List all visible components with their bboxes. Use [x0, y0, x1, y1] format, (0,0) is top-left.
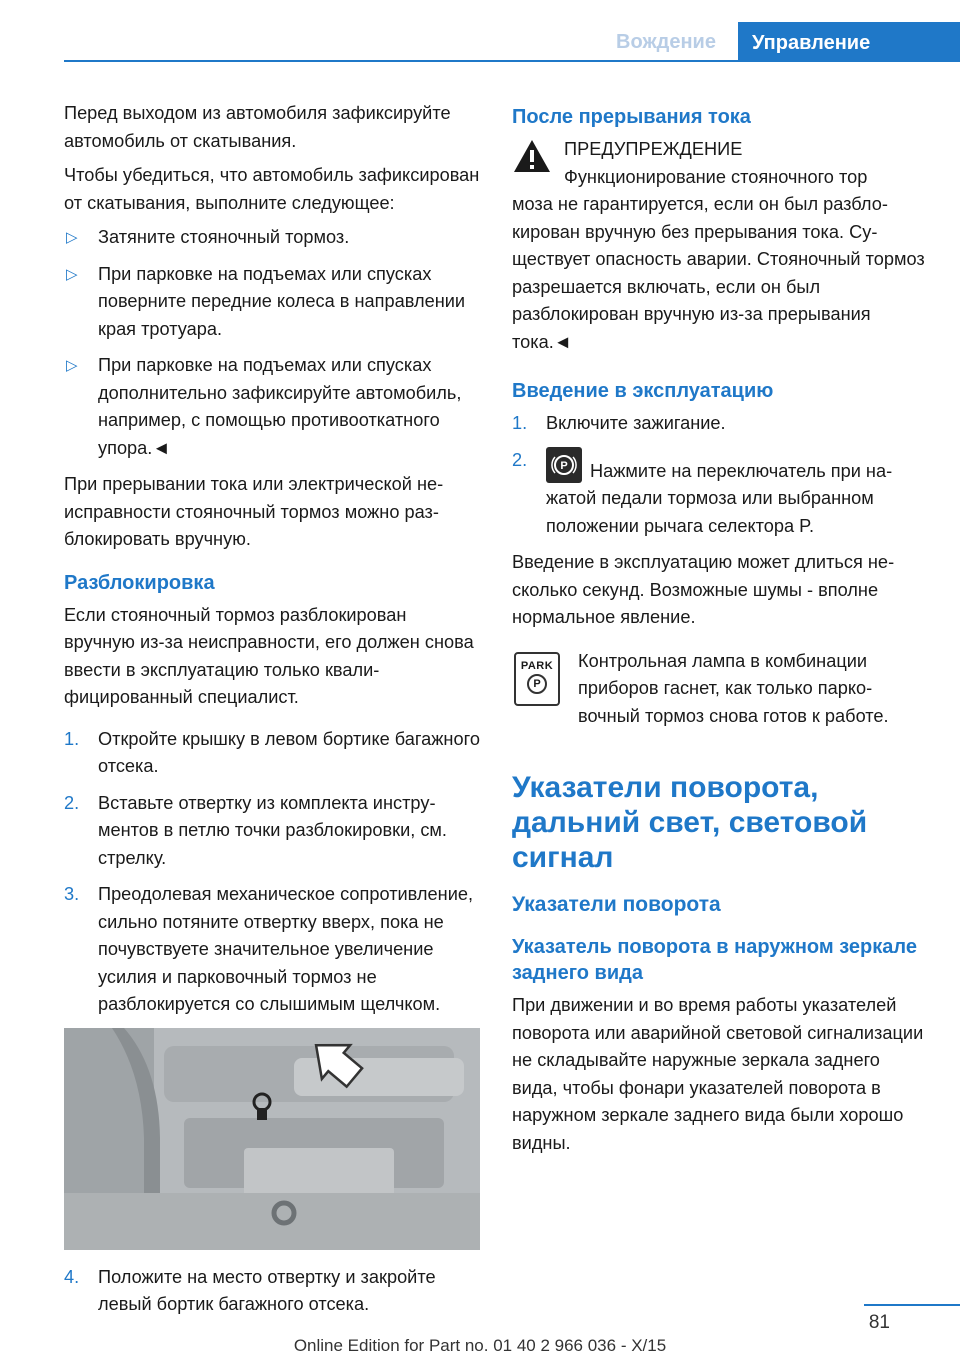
tab-controls[interactable]: Управление	[738, 22, 960, 62]
list-item-text: Затяните стояночный тормоз.	[98, 227, 350, 247]
warning-triangle-icon	[512, 138, 552, 174]
step-item	[64, 881, 480, 1019]
paragraph: При движении и во время работы указателей поворота или аварийной световой сигнализации не складывайте наружные зеркала заднего вида, чтобы фонари указателей поворота в наружном зеркале заднего вида были хорошо видны.	[512, 995, 924, 1153]
indicator-lamp-block	[512, 648, 928, 731]
step-item	[512, 447, 928, 541]
step-number: 2.	[64, 792, 80, 813]
warning-block	[512, 136, 928, 356]
step-number: 2.	[512, 449, 528, 470]
section-heading-unlock: Разблокировка	[64, 571, 215, 594]
list-item	[64, 224, 480, 252]
paragraph: При прерывании тока или электрической неисправности стояночный тормоз можно разблокировать вручную.	[64, 474, 444, 549]
step-text: Включите зажигание.	[546, 413, 726, 433]
left-column	[64, 100, 480, 1328]
paragraph: Контрольная лампа в комбинации приборов гаснет, как только парковочный тормоз снова готов к работе.	[578, 650, 889, 726]
step-text: Положите на место отвертку и закройте левый бортик багажного отсека.	[98, 1266, 436, 1314]
warning-text: моза не гарантируется, если он был разблокирован вручную без прерывания тока. Существует опасность аварии. Стояночный тормоз разрешается включать, если он был разблокирован вручную из-за прерывания тока.◄	[512, 194, 925, 352]
step-number: 4.	[64, 1266, 80, 1287]
trunk-photo-illustration	[64, 1028, 480, 1250]
triangle-bullet-icon: ▷	[66, 357, 78, 374]
step-number: 3.	[64, 884, 80, 904]
section-heading-startup: Введение в эксплуатацию	[512, 380, 774, 402]
step-text: Преодолевая механическое сопротивление, сильно потяните отвертку вверх, пока не почувствуете значительное увеличение усилия и парковочный тормоз не разблокируется со слышимым щелчком.	[98, 884, 474, 1014]
triangle-bullet-icon: ▷	[66, 229, 78, 246]
parking-brake-switch-icon	[546, 447, 582, 483]
list-item	[64, 352, 480, 462]
header-rule	[64, 60, 960, 62]
park-p-circle: P	[527, 674, 547, 694]
step-item	[64, 726, 480, 781]
parking-brake-p-letter: P	[560, 459, 568, 472]
footer-rule	[864, 1304, 960, 1306]
tab-driving[interactable]: Вождение	[616, 31, 716, 53]
step-item	[512, 410, 928, 438]
footer-edition: Online Edition for Part no. 01 40 2 966 036 - X/15	[293, 1336, 667, 1355]
warning-lead: Функционирование стояночного тор	[564, 166, 868, 187]
step-text-body: Нажмите на переключатель при нажатой педали тормоза или выбранном положении рычага селектора P.	[546, 460, 893, 536]
section-heading-mirror-signal: Указатель поворота в наружном зеркале заднего вида	[512, 936, 917, 984]
step-text: Откройте крышку в левом бортике багажного отсека.	[98, 728, 480, 776]
paragraph: Перед выходом из автомобиля зафиксируйте автомобиль от скатывания.	[64, 103, 451, 151]
page-header	[0, 0, 960, 62]
chapter-heading: Указатели поворота, дальний свет, световой сигнал	[512, 771, 868, 874]
trunk-unlock-photo	[64, 1028, 480, 1250]
list-item	[64, 261, 480, 344]
paragraph: Чтобы убедиться, что автомобиль зафиксирован от скатывания, выполните следующее:	[64, 165, 480, 213]
step-number: 1.	[512, 413, 528, 433]
section-heading-turn-signals: Указатели поворота	[512, 893, 721, 916]
step-number: 1.	[64, 728, 80, 749]
parking-brake-p-icon	[546, 447, 582, 483]
list-item-text: При парковке на подъемах или спусках дополнительно зафиксируйте автомобиль, например, с помощью противооткатного упора.◄	[98, 355, 462, 458]
step-text: Вставьте отвертку из комплекта инструментов в петлю точки разблокировки, см. стрелку.	[98, 792, 447, 868]
warning-title: ПРЕДУПРЕЖДЕНИЕ	[564, 139, 743, 159]
right-column	[512, 100, 928, 1164]
list-item-text: При парковке на подъемах или спусках поверните передние колеса в направлении края тротуара.	[98, 263, 466, 339]
step-text	[546, 447, 928, 541]
park-label: PARK	[520, 659, 554, 672]
park-indicator-icon	[514, 652, 560, 706]
paragraph: Если стояночный тормоз разблокирован вручную из-за неисправности, его должен снова ввести в эксплуатацию только квалифицированный специалист.	[64, 604, 474, 707]
paragraph: Введение в эксплуатацию может длиться несколько секунд. Возможные шумы - вполне нормальное явление.	[512, 552, 895, 627]
page-number: 81	[868, 1312, 890, 1333]
step-item	[64, 1264, 480, 1319]
step-item	[64, 790, 480, 873]
triangle-bullet-icon: ▷	[66, 265, 78, 283]
section-heading-after-power-loss: После прерывания тока	[512, 106, 751, 128]
